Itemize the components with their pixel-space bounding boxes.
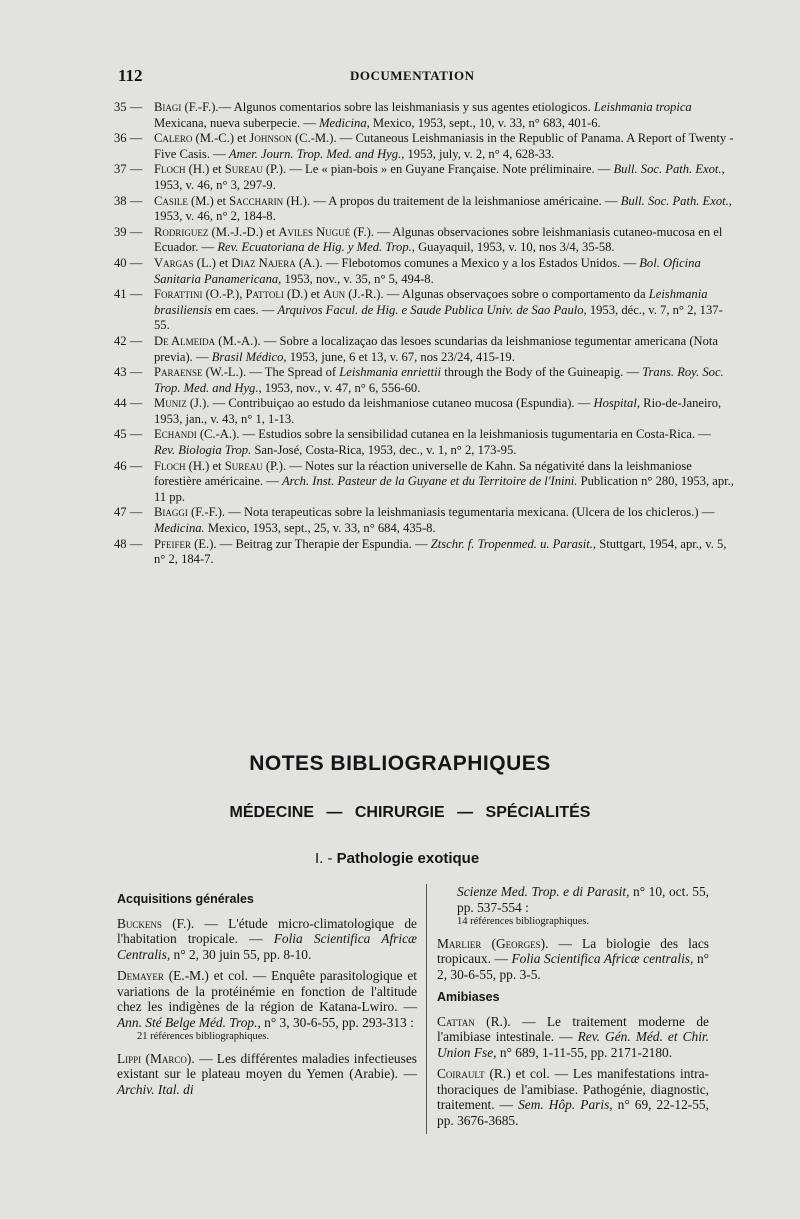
reference-text: — Algunos comentarios sobre las leishmaniasis y sus agentes etiologicos. [218, 100, 594, 114]
entry-author: Lippi (Marco). [117, 1050, 195, 1066]
reference-text: et [262, 224, 279, 239]
entry-journal: Ann. Sté Belge Méd. Trop., [117, 1014, 261, 1030]
reference-item [114, 131, 734, 162]
reference-text: Mexico, 1953, sept., 10, v. 33, n° 683, 401-6. [369, 115, 601, 130]
reference-author: Muniz (J.). [154, 396, 210, 411]
reference-item [114, 459, 734, 506]
reference-author: Johnson (C.-M.). [249, 131, 337, 146]
entry-author: Demayer (E.-M.) [117, 968, 209, 983]
reference-text: 1953, july, v. 2, n° 4, 628-33. [404, 146, 555, 161]
reference-number: 38 — [114, 193, 143, 208]
reference-journal: Brasil Médico, [211, 349, 287, 364]
reference-number: 42 — [114, 333, 143, 348]
reference-journal: Rev. Ecuatoriana de Hig. y Med. Trop., [217, 240, 415, 255]
entry-text: — La biologie des lacs tropicaux. — [437, 935, 709, 966]
reference-text: Stuttgart, 1954, apr., v. 5, n° 2, 184-7. [154, 536, 727, 567]
reference-journal: Bol. Oficina Sanitaria Panamericana, [154, 255, 701, 286]
reference-journal: Bull. Soc. Path. Exot., [613, 162, 725, 177]
reference-journal: Arch. Inst. Pasteur de la Guyane et du Territoire de l'Inini. [281, 474, 578, 489]
reference-journal: Trans. Roy. Soc. Trop. Med. and Hyg., [154, 365, 724, 395]
reference-number: 47 — [114, 505, 143, 520]
entry-tail: n° 2, 30 juin 55, pp. 8-10. [170, 946, 312, 962]
reference-author: Floch (H.) [154, 458, 210, 473]
reference-author: Vargas (L.) [154, 255, 216, 270]
entry-tail: n° 2, 30-6-55, pp. 3-5. [437, 951, 709, 982]
reference-item [114, 537, 734, 568]
reference-number: 46 — [114, 458, 143, 473]
chapter-number: I. - [315, 850, 333, 867]
left-column-heading: Acquisitions générales [117, 892, 254, 906]
reference-journal: Arquivos Facul. de Hig. e Saude Publica Univ. de Sao Paulo, [277, 302, 587, 317]
reference-author: Sureau (P.). [224, 458, 287, 473]
reference-text: — Le « pian-bois » en Guyane Française. Note préliminaire. — [286, 162, 614, 177]
reference-journal: Amer. Journ. Trop. Med. and Hyg., [228, 146, 405, 161]
entry-note: 21 références bibliographiques. [137, 1031, 270, 1042]
entry-tail: n° 689, 1-11-55, pp. 2171-2180. [496, 1044, 673, 1060]
reference-text: Rio-de-Janeiro, 1953, jan., v. 43, n° 1, 1-13. [154, 396, 722, 426]
reference-text: — Cutaneous Leishmaniasis in the Republic of Panama. A Report of Twenty - Five Casis. — [154, 131, 734, 161]
entry-note: 14 références bibliographiques. [457, 916, 590, 927]
reference-text: — Contribuiçao ao estudo da leishmaniose cutaneo mucosa (Espundia). — [209, 396, 594, 411]
reference-journal: Ztschr. f. Tropenmed. u. Parasit., [430, 536, 597, 551]
reference-author: Diaz Najera (A.). [231, 255, 323, 270]
reference-text: em caes. — [212, 302, 278, 317]
reference-text: Mexico, 1953, sept., 25, v. 33, n° 684, 435-8. [204, 521, 436, 536]
reference-text: — A propos du traitement de la leishmaniose américaine. — [310, 193, 621, 208]
reference-item [114, 256, 734, 287]
reference-author: Paraense (W.-L.). [154, 365, 247, 380]
reference-text: — Beitrag zur Therapie der Espundia. — [216, 536, 431, 551]
reference-journal: Leishmania enriettii [339, 365, 442, 380]
section-title: NOTES BIBLIOGRAPHIQUES [249, 752, 551, 775]
reference-author: Sureau (P.). [224, 162, 287, 177]
page-header [118, 66, 638, 90]
reference-item [114, 287, 734, 334]
entry-tail: n° 10, oct. 55, pp. 537-554 : [457, 884, 709, 915]
reference-journal: Medicina. [154, 521, 205, 536]
bibliography-entry [437, 1066, 709, 1128]
reference-number: 37 — [114, 162, 143, 177]
reference-text: — Nota terapeuticas sobre la leishmaniasis tegumentaria mexicana. (Ulcera de los chicleros.) — [225, 505, 715, 520]
reference-item [114, 100, 734, 131]
reference-item [114, 396, 734, 427]
entry-journal: Rev. Gén. Méd. et Chir. Union Fse, [437, 1029, 709, 1060]
reference-number: 43 — [114, 365, 143, 380]
reference-item [114, 505, 734, 536]
running-head: DOCUMENTATION [350, 68, 475, 83]
reference-number: 44 — [114, 396, 143, 411]
reference-author: Biaggi (F.-F.). [154, 505, 226, 520]
reference-author: Casile (M.) [154, 193, 214, 208]
entry-author: Cattan (R.). [437, 1013, 511, 1029]
left-column [117, 884, 417, 1103]
reference-number: 41 — [114, 287, 143, 302]
reference-author: Calero (M.-C.) [154, 131, 235, 146]
reference-item [114, 194, 734, 225]
reference-number: 48 — [114, 536, 143, 551]
reference-number: 35 — [114, 100, 143, 114]
reference-item [114, 365, 734, 396]
entry-journal: Scienze Med. Trop. e di Parasit, [457, 884, 630, 899]
reference-item [114, 225, 734, 256]
entry-tail: n° 69, 22-12-55, pp. 3676-3685. [437, 1097, 709, 1128]
entry-text: — Le traitement moderne de l'amibiase intestinale. — [437, 1013, 709, 1044]
bibliography-entry [117, 1051, 417, 1098]
reference-item [114, 162, 734, 193]
entry-author: Buckens (F.). [117, 915, 195, 931]
bibliography-entry [117, 968, 417, 1045]
reference-text: — The Spread of [246, 365, 340, 380]
reference-journal: Rev. Biologia Trop. [154, 443, 252, 458]
reference-text: — Estudios sobre la sensibilidad cutanea en la leishmaniosis tugumentaria en Costa-Rica. — [239, 427, 711, 442]
reference-text: 1953, v. 46, n° 3, 297-9. [154, 177, 276, 192]
right-column [437, 884, 709, 1134]
reference-author: Biagi (F.-F.). [154, 100, 219, 114]
reference-text: et [209, 162, 225, 177]
reference-text: Publication n° 280, 1953, apr., 11 pp. [154, 474, 734, 504]
bibliography-entry [437, 936, 709, 983]
reference-journal: Bull. Soc. Path. Exot., [620, 193, 732, 208]
entry-journal: Folia Scientifica Africæ centralis, [511, 951, 694, 966]
entry-author: Coirault (R.) [437, 1066, 511, 1081]
reference-text: — Algunas observaciones sobre leishmaniasis cutaneo-mucosa en el Ecuador. — [154, 224, 723, 255]
reference-author: Saccharin (H.). [229, 193, 311, 208]
reference-author: De Almeida (M.-A.). [154, 333, 261, 348]
bibliography-entry [117, 916, 417, 963]
entry-journal: Folia Scientifica Africæ Centralis, [117, 931, 417, 962]
reference-number: 39 — [114, 224, 143, 239]
reference-author: Forattini (O.-P.), Pattoli (D.) [154, 287, 308, 302]
reference-text: — Flebotomos comunes a Mexico y a los Estados Unidos. — [322, 255, 640, 270]
continued-entry [437, 884, 709, 930]
entry-tail: n° 3, 30-6-55, pp. 293-313 : [260, 1014, 414, 1030]
entry-journal: Sem. Hôp. Paris, [518, 1097, 613, 1112]
reference-text: — Algunas observaçoes sobre o comportamento da [383, 287, 649, 302]
reference-text: — Notes sur la réaction universelle de Kahn. Sa négativité dans la leishmaniose forestière américaine. — [154, 458, 692, 489]
reference-text: et [234, 131, 250, 146]
reference-author: Pfeifer (E.). [154, 536, 217, 551]
reference-journal: Leishmania tropica [593, 100, 692, 114]
column-divider [426, 884, 427, 1134]
reference-author: Aun (J.-R.). [323, 287, 384, 302]
right-column-heading: Amibiases [437, 990, 500, 1004]
reference-text: Mexicana, nueva suberpecie. — [154, 115, 320, 130]
entry-journal: Archiv. Ital. di [117, 1081, 194, 1097]
reference-number: 40 — [114, 255, 143, 270]
reference-item [114, 334, 734, 365]
reference-text: Guayaquil, 1953, v. 10, nos 3/4, 35-58. [414, 240, 615, 255]
reference-number: 45 — [114, 427, 143, 442]
reference-text: et [209, 458, 225, 473]
entry-text: — Les différentes maladies infectieuses existant sur le plateau moyen du Yemen (Arabie). — [117, 1050, 417, 1081]
reference-list [114, 100, 734, 568]
reference-journal: Medicina, [319, 115, 370, 130]
reference-text: 1953, nov., v. 47, n° 6, 556-60. [261, 380, 421, 395]
reference-text: through the Body of the Guineapig. — [441, 365, 643, 380]
bibliography-entry [437, 1014, 709, 1061]
reference-item [114, 427, 734, 458]
chapter-title: Pathologie exotique [336, 850, 480, 867]
reference-text: — Sobre a localizaçao das lesoes scundarias da leishmaniose tegumentar americana (Nota previa). — [154, 333, 718, 364]
reference-text: San-José, Costa-Rica, 1953, dec., v. 1, n° 2, 173-95. [251, 443, 517, 458]
reference-number: 36 — [114, 131, 143, 146]
reference-author: Aviles Nugué (F.). [278, 224, 375, 239]
reference-text: et [307, 287, 324, 302]
reference-text: 1953, déc., v. 7, n° 2, 137-55. [154, 302, 723, 333]
section-subtitle: MÉDECINE — CHIRURGIE — SPÉCIALITÉS [229, 804, 591, 821]
reference-text: 1953, nov., v. 35, n° 5, 494-8. [281, 271, 434, 286]
reference-journal: Leishmania brasiliensis [154, 287, 708, 317]
reference-text: et [215, 255, 232, 270]
page-number: 112 [118, 66, 143, 85]
reference-author: Floch (H.) [154, 162, 210, 177]
chapter-heading [315, 850, 479, 867]
entry-author: Marlier (Georges). [437, 935, 549, 951]
reference-text: et [213, 193, 230, 208]
reference-author: Echandi (C.-A.). [154, 427, 240, 442]
reference-text: 1953, v. 46, n° 2, 184-8. [154, 209, 276, 224]
reference-text: 1953, june, 6 et 13, v. 67, nos 23/24, 415-19. [286, 349, 515, 364]
reference-journal: Hospital, [593, 396, 641, 411]
entry-text: — L'étude micro-climatologique de l'habitation tropicale. — [117, 915, 417, 946]
entry-text: et col. — Les manifestations intra-thoraciques de l'amibiase. Pathogénie, diagnostic, traitement. — [437, 1066, 709, 1112]
entry-text: et col. — Enquête parasitologique et variations de la protéinémie en fonction de l'altitude chez les indigènes de la région de Katana-Lwiro. — [117, 968, 418, 1014]
reference-author: Rodriguez (M.-J.-D.) [154, 224, 263, 239]
